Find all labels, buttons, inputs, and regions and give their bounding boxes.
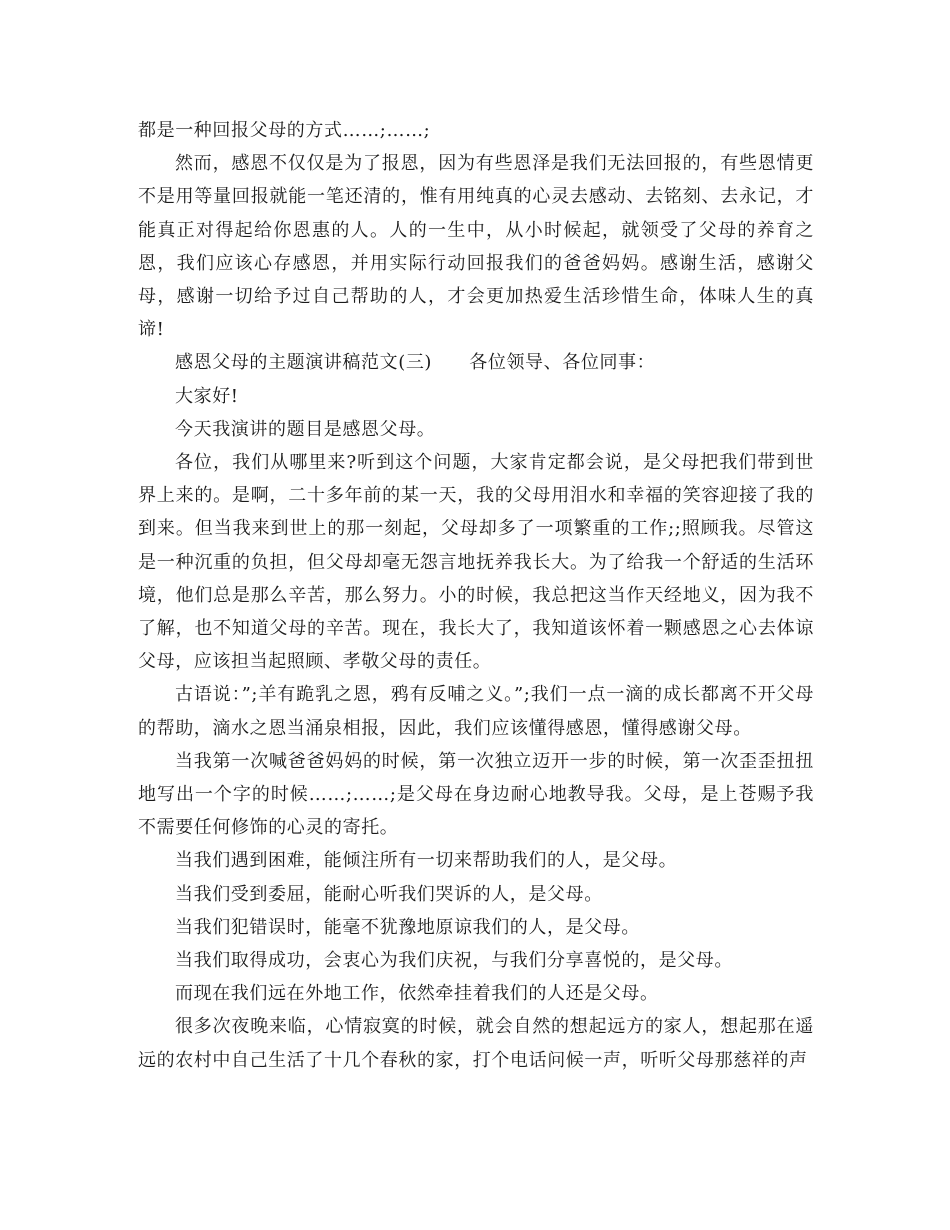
- paragraph: 各位，我们从哪里来?听到这个问题，大家肯定都会说，是父母把我们带到世界上来的。是啊，二十多年前的某一天，我的父母用泪水和幸福的笑容迎接了我的到来。但当我来到世上的那一刻起，父母却多了一项繁重的工作;;照顾我。尽管这是一种沉重的负担，但父母却毫无怨言地抚养我长大。为了给我一个舒适的生活环境，他们总是那么辛苦，那么努力。小的时候，我总把这当作天经地义，因为我不了解，也不知道父母的辛苦。现在，我长大了，我知道该怀着一颗感恩之心去体谅父母，应该担当起照顾、孝敬父母的责任。: [138, 452, 814, 673]
- section-heading-paragraph: 感恩父母的主题演讲稿范文(三) 各位领导、各位同事：: [175, 352, 656, 374]
- document-body: [138, 114, 814, 1077]
- paragraph: 当我们受到委屈，能耐心听我们哭诉的人，是父母。: [175, 883, 603, 905]
- paragraph: 都是一种回报父母的方式……;……;: [138, 120, 431, 141]
- paragraph: 古语说：”;羊有跪乳之恩，鸦有反哺之义。”;我们一点一滴的成长都离不开父母的帮助，滴水之恩当涌泉相报，因此，我们应该懂得感恩，懂得感谢父母。: [138, 684, 814, 739]
- paragraph: 然而，感恩不仅仅是为了报恩，因为有些恩泽是我们无法回报的，有些恩情更不是用等量回报就能一笔还清的，惟有用纯真的心灵去感动、去铭刻、去永记，才能真正对得起给你恩惠的人。人的一生中，从小时候起，就领受了父母的养育之恩，我们应该心存感恩，并用实际行动回报我们的爸爸妈妈。感谢生活，感谢父母，感谢一切给予过自己帮助的人，才会更加热爱生活珍惜生命，体味人生的真谛!: [138, 153, 814, 341]
- greeting-paragraph: 大家好!: [175, 385, 239, 407]
- paragraph: 很多次夜晚来临，心情寂寞的时候，就会自然的想起远方的家人，想起那在遥远的农村中自己生活了十几个春秋的家，打个电话问候一声，听听父母那慈祥的声: [138, 1016, 814, 1071]
- paragraph: 而现在我们远在外地工作，依然牵挂着我们的人还是父母。: [175, 983, 659, 1005]
- paragraph: 当我第一次喊爸爸妈妈的时候，第一次独立迈开一步的时候，第一次歪歪扭扭地写出一个字的时候……;……;是父母在身边耐心地教导我。父母，是上苍赐予我不需要任何修饰的心灵的寄托。: [138, 750, 814, 839]
- paragraph: 当我们犯错误时，能毫不犹豫地原谅我们的人，是父母。: [175, 916, 640, 938]
- paragraph: 当我们取得成功，会衷心为我们庆祝，与我们分享喜悦的，是父母。: [175, 950, 733, 972]
- paragraph: 今天我演讲的题目是感恩父母。: [175, 418, 436, 440]
- paragraph: 当我们遇到困难，能倾注所有一切来帮助我们的人，是父母。: [175, 850, 678, 872]
